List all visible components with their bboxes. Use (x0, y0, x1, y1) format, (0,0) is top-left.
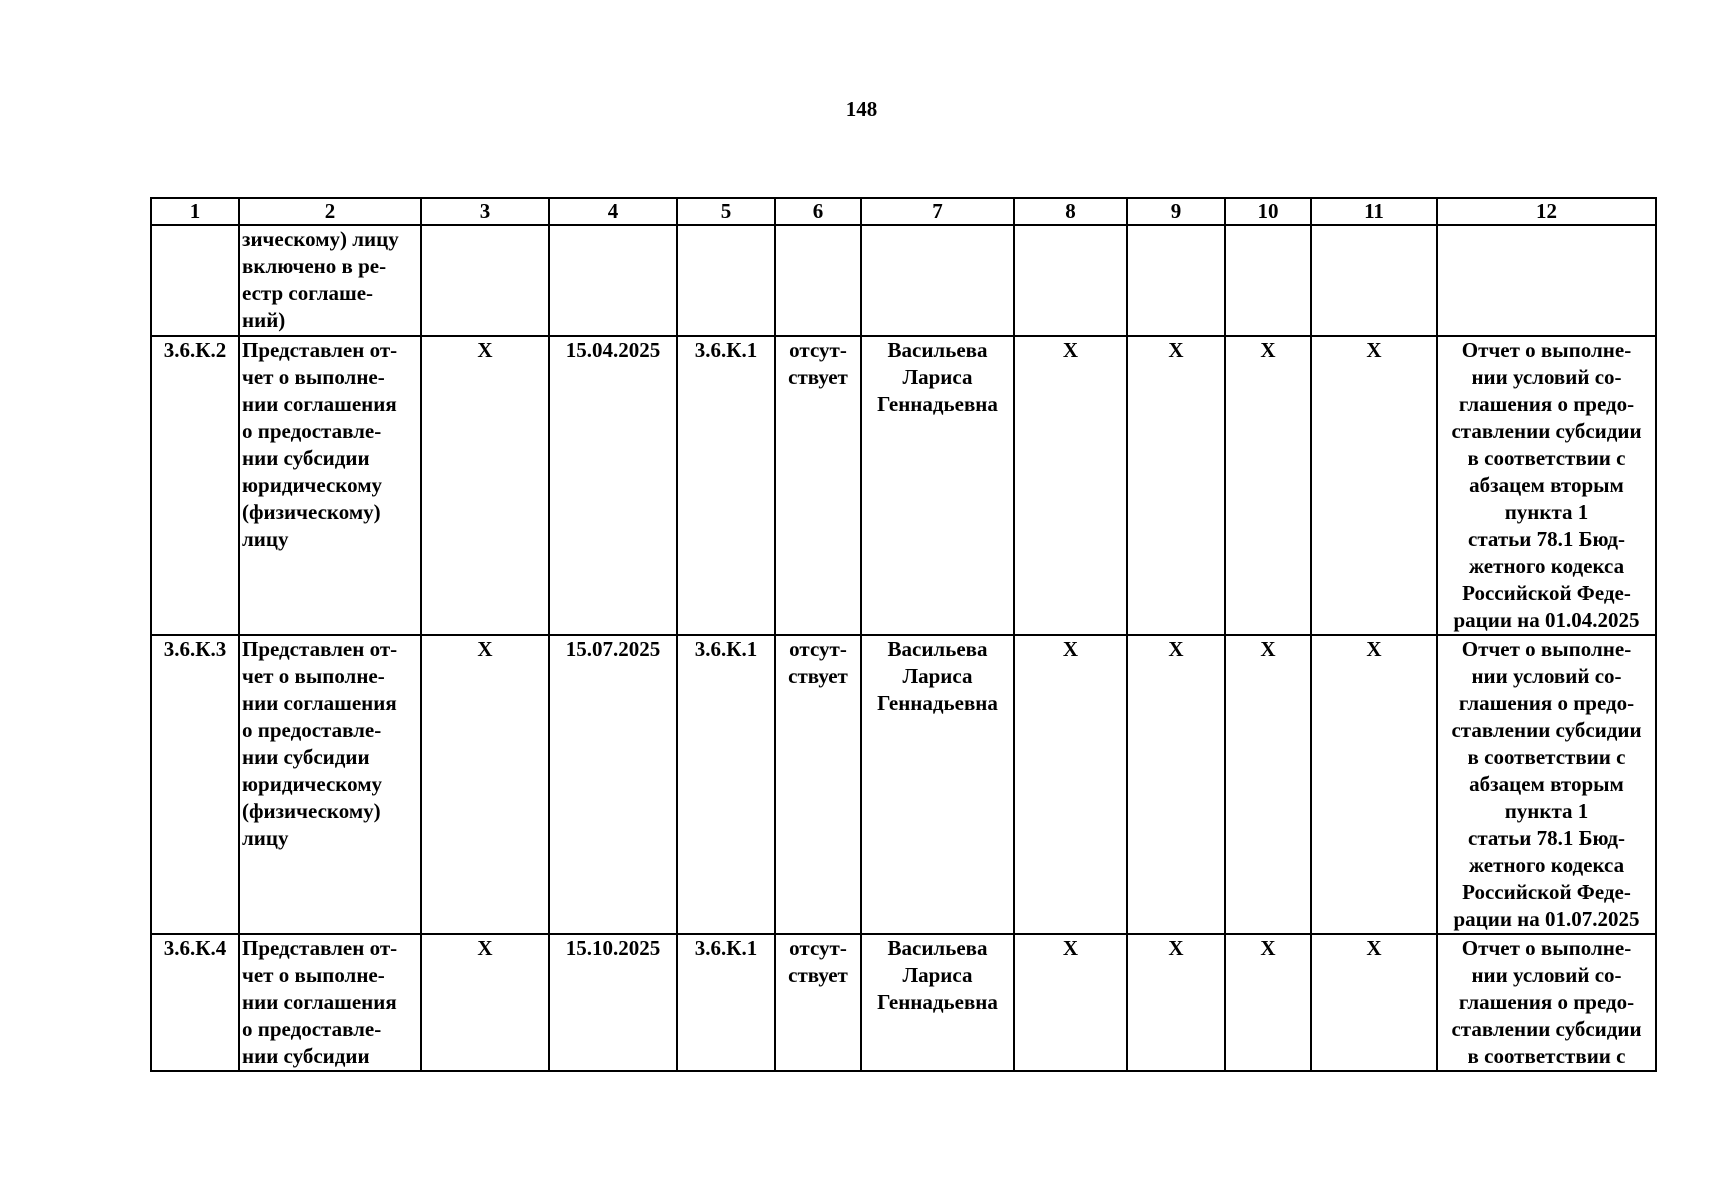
table-row (151, 934, 1656, 1071)
cell-code: 3.6.К.4 (151, 934, 239, 1071)
cell-mark: X (421, 934, 549, 1071)
cell-date: 15.04.2025 (549, 336, 677, 635)
cell (1127, 225, 1225, 336)
cell-type: отсут- ствует (775, 934, 861, 1071)
cell-responsible: Васильева Лариса Геннадьевна (861, 934, 1014, 1071)
cell-description: Представлен от- чет о выполне- нии соглашения о предоставле- нии субсидии (239, 934, 421, 1071)
cell-document: Отчет о выполне- нии условий со- глашения о предо- ставлении субсидии в соответствии с абзацем вторым пункта 1 статьи 78.1 Бюд- жетного кодекса Российской Феде- рации на 01.04.2025 (1437, 336, 1656, 635)
cell (1225, 225, 1311, 336)
cell-predecessor: 3.6.К.1 (677, 635, 775, 934)
cell-responsible: Васильева Лариса Геннадьевна (861, 635, 1014, 934)
header-row (151, 198, 1656, 225)
table-row-continued (151, 225, 1656, 336)
header-cell: 10 (1225, 198, 1311, 225)
header-cell: 11 (1311, 198, 1437, 225)
cell-document: Отчет о выполне- нии условий со- глашения о предо- ставлении субсидии в соответствии с абзацем вторым пункта 1 статьи 78.1 Бюд- жетного кодекса Российской Феде- рации на 01.07.2025 (1437, 635, 1656, 934)
cell (1014, 225, 1127, 336)
cell (775, 225, 861, 336)
header-cell: 12 (1437, 198, 1656, 225)
header-cell: 7 (861, 198, 1014, 225)
cell-mark: X (1127, 934, 1225, 1071)
cell-mark: X (1014, 635, 1127, 934)
header-cell: 8 (1014, 198, 1127, 225)
cell-description: Представлен от- чет о выполне- нии соглашения о предоставле- нии субсидии юридическому (физическому) лицу (239, 336, 421, 635)
table-row (151, 336, 1656, 635)
cell-predecessor: 3.6.К.1 (677, 336, 775, 635)
cell (421, 225, 549, 336)
header-cell: 1 (151, 198, 239, 225)
cell-mark: X (1127, 336, 1225, 635)
cell-code (151, 225, 239, 336)
cell-mark: X (1127, 635, 1225, 934)
schedule-table (150, 197, 1657, 1072)
cell-mark: X (1311, 336, 1437, 635)
cell-mark: X (1311, 635, 1437, 934)
cell-description: Представлен от- чет о выполне- нии соглашения о предоставле- нии субсидии юридическому (физическому) лицу (239, 635, 421, 934)
cell (861, 225, 1014, 336)
cell-document: Отчет о выполне- нии условий со- глашения о предо- ставлении субсидии в соответствии с (1437, 934, 1656, 1071)
cell-mark: X (421, 336, 549, 635)
cell-type: отсут- ствует (775, 635, 861, 934)
cell (549, 225, 677, 336)
cell-mark: X (1014, 934, 1127, 1071)
cell (677, 225, 775, 336)
cell-type: отсут- ствует (775, 336, 861, 635)
cell-mark: X (1311, 934, 1437, 1071)
cell (1311, 225, 1437, 336)
cell-mark: X (1014, 336, 1127, 635)
header-cell: 3 (421, 198, 549, 225)
cell-predecessor: 3.6.К.1 (677, 934, 775, 1071)
table-row (151, 635, 1656, 934)
header-cell: 5 (677, 198, 775, 225)
header-cell: 2 (239, 198, 421, 225)
cell-responsible: Васильева Лариса Геннадьевна (861, 336, 1014, 635)
cell-code: 3.6.К.3 (151, 635, 239, 934)
header-cell: 4 (549, 198, 677, 225)
header-cell: 6 (775, 198, 861, 225)
cell-mark: X (421, 635, 549, 934)
page-number: 148 (845, 97, 878, 121)
cell-date: 15.07.2025 (549, 635, 677, 934)
cell-mark: X (1225, 635, 1311, 934)
cell-description: зическому) лицу включено в ре- естр соглаше- ний) (239, 225, 421, 336)
cell-date: 15.10.2025 (549, 934, 677, 1071)
cell-mark: X (1225, 934, 1311, 1071)
cell-mark: X (1225, 336, 1311, 635)
cell (1437, 225, 1656, 336)
header-cell: 9 (1127, 198, 1225, 225)
cell-code: 3.6.К.2 (151, 336, 239, 635)
